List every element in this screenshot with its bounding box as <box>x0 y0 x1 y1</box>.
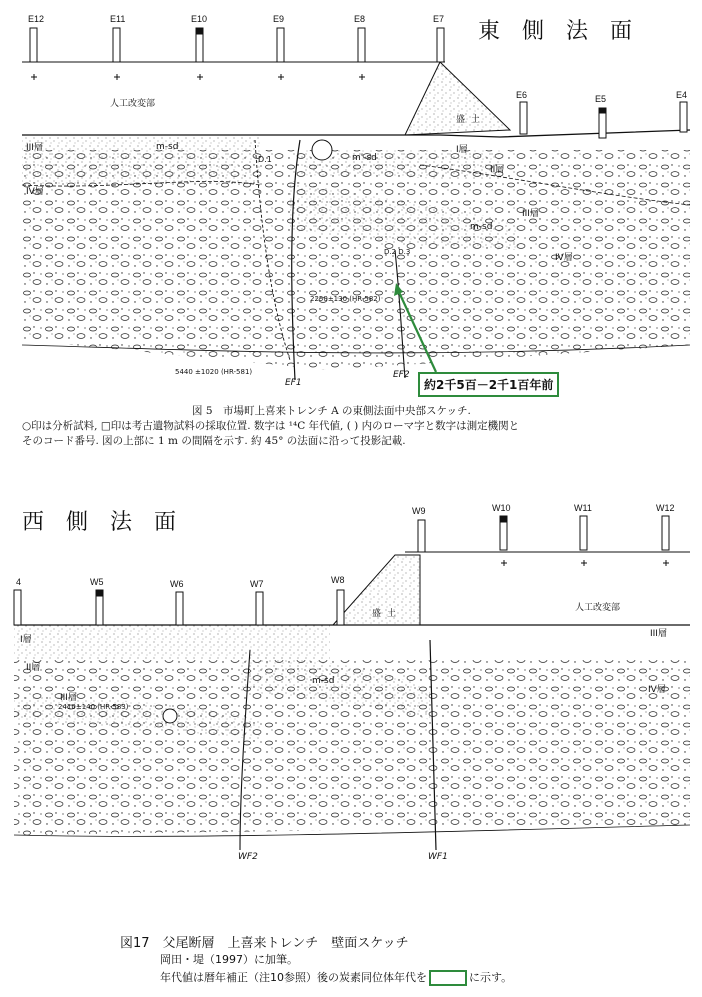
east-caption-line: ○印は分析試料, □印は考古遺物試料の採取位置. 数字は ¹⁴C 年代値, ( ) 内のローマ字と数字は測定機関と <box>22 420 520 432</box>
layer-label: III層 <box>650 629 667 639</box>
artificial-zone-label: 人工改変部 <box>575 603 621 613</box>
sand-label: m-sd <box>470 222 493 232</box>
radiocarbon-date: 5440 ±1020 (HR-581) <box>175 368 253 376</box>
west-stake-label: W8 <box>331 575 345 585</box>
west-stake-label: W9 <box>412 506 426 516</box>
east-stake-label: E7 <box>433 14 445 24</box>
layer-label: II層 <box>490 165 505 175</box>
sample-label: D.2 D.3 <box>384 248 411 256</box>
fault-label: EF1 <box>285 378 302 388</box>
radiocarbon-date: 2250±130 (HR-582) <box>310 295 381 303</box>
east-stake-label: E11 <box>110 14 126 24</box>
east-stake-label: E5 <box>595 94 607 104</box>
west-stake-label: W6 <box>170 579 184 589</box>
radiocarbon-date: 2410±140 (HR-583) <box>58 703 129 711</box>
figure-note-text: 年代値は暦年補正（注10参照）後の炭素同位体年代を <box>160 971 427 984</box>
east-stake-label: E8 <box>354 14 366 24</box>
layer-label: IV層 <box>648 685 666 695</box>
fault-label: EF2 <box>393 370 410 380</box>
west-stake-label: W7 <box>250 579 264 589</box>
fill-label: 盛土 <box>456 115 487 125</box>
layer-label: III層 <box>60 693 77 703</box>
west-stake-label: W12 <box>656 503 675 513</box>
east-stake-label: E4 <box>676 90 688 100</box>
figure-note-text: に示す。 <box>469 971 513 984</box>
figure-note <box>160 969 512 986</box>
east-caption-line: そのコード番号. 図の上部に 1 m の間隔を示す. 約 45° の法面に沿って投影記載. <box>22 435 406 447</box>
east-section-title: 東側法面 <box>478 19 655 44</box>
east-caption-line: 図 5 市場町上喜来トレンチ A の東側法面中央部スケッチ. <box>192 405 471 417</box>
west-stake-label: 4 <box>16 577 22 587</box>
sand-label: m-sd <box>312 676 335 686</box>
legend-green-box <box>429 970 467 986</box>
fault-label: WF1 <box>428 852 448 862</box>
west-section-title: 西側法面 <box>22 510 199 535</box>
east-stake-label: E10 <box>191 14 208 24</box>
west-stake-label: W11 <box>574 503 592 513</box>
west-stake-label: W10 <box>492 503 511 513</box>
age-callout: 約2千5百－2千1百年前 <box>418 372 559 397</box>
layer-label: III層 <box>26 143 43 153</box>
fault-label: WF2 <box>238 852 258 862</box>
sand-label: m-sd <box>156 142 179 152</box>
layer-label: IV層 <box>555 253 573 263</box>
layer-label: III層 <box>522 209 539 219</box>
figure-title: 図17 父尾断層 上喜来トレンチ 壁面スケッチ <box>120 936 409 951</box>
west-stake-label: W5 <box>90 577 104 587</box>
layer-label: II層 <box>26 663 41 673</box>
east-stake-label: E6 <box>516 90 528 100</box>
fill-label: 盛土 <box>372 609 403 619</box>
layer-label: I層 <box>20 635 32 645</box>
sand-label: m'-sd <box>352 153 377 163</box>
layer-label: I層 <box>456 145 468 155</box>
figure-credit: 岡田・堤（1997）に加筆。 <box>160 953 298 966</box>
layer-label: IV層 <box>26 187 44 197</box>
east-stake-label: E9 <box>273 14 285 24</box>
artificial-zone-label: 人工改変部 <box>110 99 156 109</box>
sample-label: D.1 <box>258 155 272 164</box>
east-stake-label: E12 <box>28 14 45 24</box>
